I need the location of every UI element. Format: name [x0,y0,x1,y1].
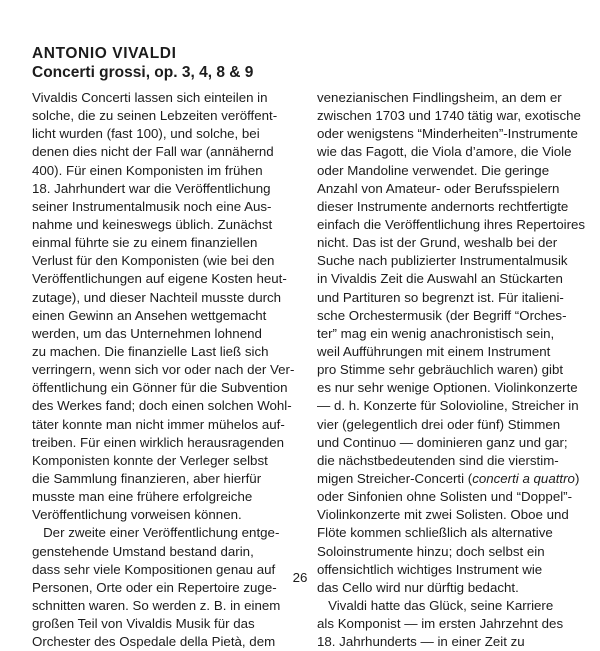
right-column-line: Vivaldi hatte das Glück, seine Karriere [317,597,554,613]
right-column-line: venezianischen Findlingsheim, an dem er [317,90,562,105]
left-column-line: des Werkes fand; doch einen solchen Wohl- [32,398,292,414]
left-column-line: werden, um das Unternehmen lohnend [32,325,262,341]
left-column-line: 400). Für einen Komponisten im frühen [32,162,263,178]
left-column-line: Veröffentlichungen auf eigene Kosten heut- [32,271,287,287]
right-column-line: ter” mag ein wenig anachronistisch sein, [317,325,555,341]
left-column-line: schnitten waren. So werden z. B. in einem [32,597,281,613]
left-column-line: verringern, wenn sich vor oder nach der Ver- [32,362,295,378]
right-column-line: weil Aufführungen mit einem Instrument [317,343,551,359]
right-column-line: oder wenigstens “Minderheiten”-Instrumente [317,126,578,142]
left-column-line: die Sammlung finanzieren, aber hierfür [32,470,262,486]
left-column-line: Veröffentlichung vorweisen können. [32,507,242,523]
left-column-line: öffentlichung ein Gönner für die Subvention [32,380,288,396]
right-column-line: das Cello wird nur dürftig bedacht. [317,579,519,595]
page-number: 26 [292,570,308,585]
right-column-line: und Partituren so begrenzt ist. Für italieni- [317,289,564,305]
left-column-line: Orchester des Ospedale della Pietà, dem [32,634,276,650]
italic-term: concerti a quattro [472,470,575,486]
right-column-line: nicht. Das ist der Grund, weshalb bei der [317,235,558,251]
left-column-line: seiner Instrumentalmusik noch eine Aus- [32,198,272,214]
left-column-line: nahme und keineswegs üblich. Zunächst [32,216,273,232]
right-column-line: es nur sehr wenige Optionen. Violinkonzerte [317,380,578,396]
left-column-line: treiben. Für einen wirklich herausragenden [32,434,285,450]
work-title: Concerti grossi, op. 3, 4, 8 & 9 [32,64,254,81]
right-column-line: migen Streicher-Concerti (concerti a quattro) [317,470,580,486]
right-column-line: sche Orchestermusik (der Begriff “Orches- [317,307,567,323]
left-column-line: solche, die zu seinen Lebzeiten veröffent- [32,108,278,124]
composer-name: ANTONIO VIVALDI [32,45,177,62]
right-column-line: Soloinstrumente hinzu; doch selbst ein [317,543,545,559]
right-column-line: wie das Fagott, die Viola d’amore, die Viole [317,144,572,160]
right-column-line: Suche nach publizierter Instrumentalmusik [317,253,568,269]
right-column-line: oder Mandoline verwendet. Die geringe [317,162,550,178]
left-column-line: einen Gewinn an Ansehen wettgemacht [32,307,267,323]
left-column-line: zutage), und dieser Nachteil musste durch [32,289,282,305]
left-column-line: Personen, Orte oder ein Repertoire zuge- [32,579,277,595]
right-column-line: oder Sinfonien ohne Solisten und “Doppel”- [317,489,573,505]
right-column-line: 18. Jahrhunderts — in einer Zeit zu [317,634,525,650]
left-column-line: licht wurden (fast 100), und solche, bei [32,126,260,142]
left-column-line: täter konnte man nicht immer mühelos auf- [32,416,285,432]
right-column-line: einfach die Veröffentlichung ihres Repertoires [317,216,586,232]
left-column-line: Verlust für den Komponisten (wie bei den [32,253,275,269]
right-column-line: Flöte kommen schließlich als alternative [317,525,553,541]
left-column-line: Komponisten konnte der Verleger selbst [32,452,268,468]
right-column-line: zwischen 1703 und 1740 tätig war, exotische [317,108,581,124]
right-column-line: als Komponist — im ersten Jahrzehnt des [317,616,564,632]
header [32,44,253,82]
right-column-line: die nächstbedeutenden sind die vierstim- [317,452,559,468]
left-column-line: musste man eine frühere erfolgreiche [32,489,253,505]
left-text-column [32,89,294,651]
right-column-line: Anzahl von Amateur- oder Berufsspielern [317,180,560,196]
right-column-line: in Vivaldis Zeit die Auswahl an Stückarten [317,271,563,287]
left-column-line: zu machen. Die finanzielle Last ließ sich [32,343,269,359]
right-column-line: — d. h. Konzerte für Solovioline, Streicher in [317,398,579,414]
right-column-line: offensichtlich wichtiges Instrument wie [317,561,543,577]
left-column-line: 18. Jahrhundert war die Veröffentlichung [32,180,271,196]
right-column-line: pro Stimme sehr gebräuchlich waren) gibt [317,362,564,378]
left-column-line: Vivaldis Concerti lassen sich einteilen in [32,90,268,105]
right-column-line: und Continuo — dominieren ganz und gar; [317,434,568,450]
right-column-line: dieser Instrumente andernorts rechtfertigte [317,198,569,214]
right-text-column [317,89,586,651]
left-column-line: genstehende Umstand bestand darin, [32,543,254,559]
left-column-line: einmal führte sie zu einem finanziellen [32,235,258,251]
left-column-line: Der zweite einer Veröffentlichung entge- [32,525,280,541]
italic-term-close: ) [574,470,580,486]
left-column-line: denen dies nicht der Fall war (annähernd [32,144,274,160]
left-column-line: dass sehr viele Kompositionen genau auf [32,561,276,577]
right-column-line: Violinkonzerte mit zwei Solisten. Oboe und [317,507,569,523]
left-column-line: großen Teil von Vivaldis Musik für das [32,616,255,632]
right-column-line: vier (gelegentlich drei oder fünf) Stimmen [317,416,561,432]
